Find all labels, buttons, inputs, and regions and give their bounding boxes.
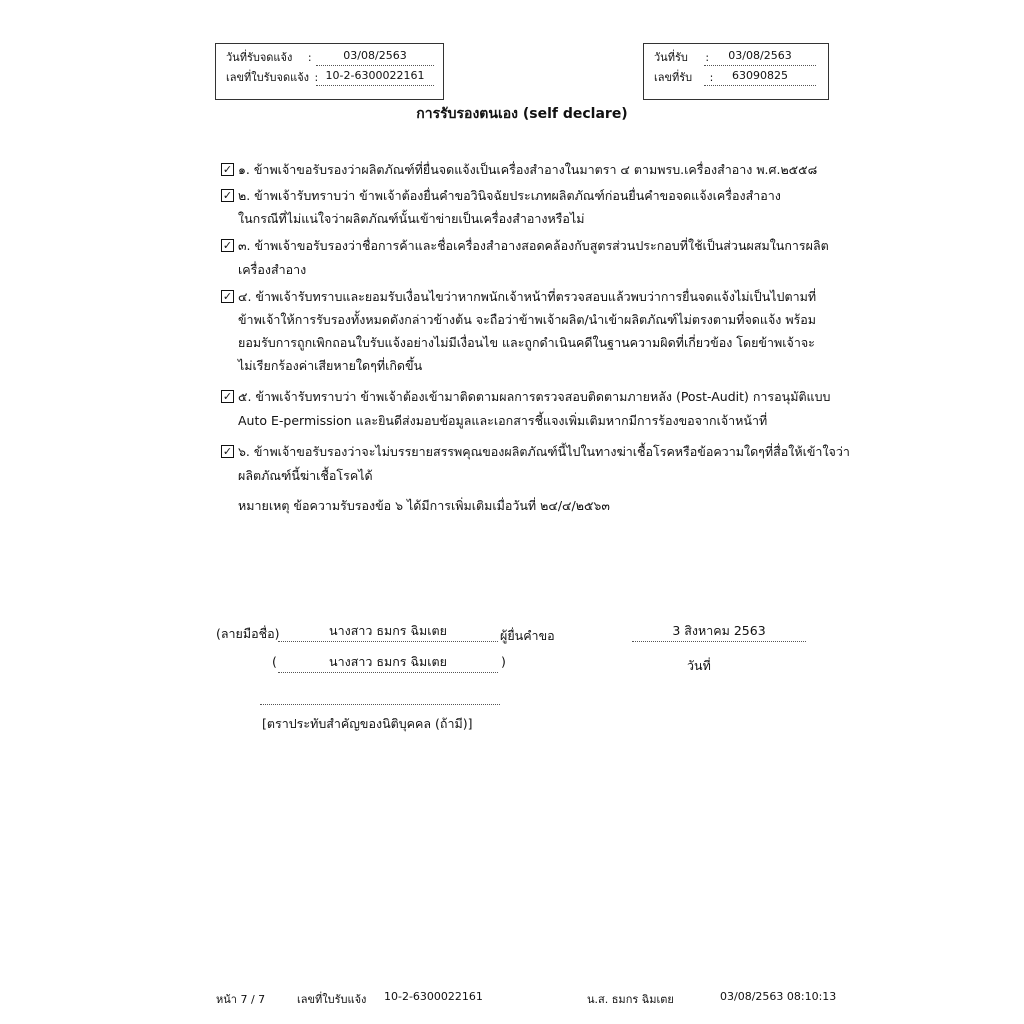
receive-info-box [643, 43, 829, 100]
item-line: ๑. ข้าพเจ้าขอรับรองว่าผลิตภัณฑ์ที่ยื่นจดแจ้งเป็นเครื่องสำอางในมาตรา ๔ ตามพรบ.เครื่องสำอาง พ.ศ.๒๕๕๘ [238, 162, 818, 177]
signature-label: (ลายมือชื่อ) [216, 626, 280, 641]
colon: : [307, 51, 312, 64]
checkbox-checked-icon: ✓ [222, 163, 233, 176]
checkbox-checked-icon: ✓ [222, 390, 233, 403]
checkbox-checked-icon: ✓ [222, 189, 233, 202]
footer-name: น.ส. ธมกร ฉิมเตย [587, 993, 674, 1006]
receive-number-value: 63090825 [704, 67, 816, 86]
printed-name: นางสาว ธมกร ฉิมเตย [278, 652, 498, 673]
item-line: เครื่องสำอาง [238, 262, 307, 277]
receive-date-row [654, 47, 709, 69]
receive-number-label: เลขที่รับ [654, 71, 693, 84]
item-line: ๒. ข้าพเจ้ารับทราบว่า ข้าพเจ้าต้องยื่นคำขอวินิจฉัยประเภทผลิตภัณฑ์ก่อนยื่นคำขอจดแจ้งเครื่องสำอาง [238, 188, 781, 203]
item-line: ในกรณีที่ไม่แน่ใจว่าผลิตภัณฑ์นั้นเข้าข่ายเป็นเครื่องสำอางหรือไม่ [238, 211, 585, 226]
colon: : [314, 71, 319, 84]
checkbox-checked-icon: ✓ [222, 445, 233, 458]
footer-receipt-label: เลขที่ใบรับแจ้ง [297, 993, 367, 1006]
page-title: การรับรองตนเอง (self declare) [416, 106, 628, 122]
notify-number-label: เลขที่ใบรับจดแจ้ง [226, 71, 310, 84]
remark-note: หมายเหตุ ข้อความรับรองข้อ ๖ ได้มีการเพิ่มเติมเมื่อวันที่ ๒๔/๔/๒๕๖๓ [238, 498, 610, 513]
footer-page-number: หน้า 7 / 7 [216, 993, 266, 1006]
item-line: ผลิตภัณฑ์นี้ฆ่าเชื้อโรคได้ [238, 468, 373, 483]
item-line: ๓. ข้าพเจ้าขอรับรองว่าชื่อการค้าและชื่อเครื่องสำอางสอดคล้องกับสูตรส่วนประกอบที่ใช้เป็นส่วนผสมในการผลิต [238, 238, 829, 253]
stamp-line [260, 686, 500, 705]
date-label: วันที่ [687, 658, 711, 673]
footer-receipt-number: 10-2-6300022161 [384, 990, 483, 1003]
applicant-label: ผู้ยื่นคำขอ [500, 628, 555, 643]
receive-date-label: วันที่รับ [654, 51, 688, 64]
notify-date-label: วันที่รับจดแจ้ง [226, 51, 293, 64]
notify-date-row [226, 47, 312, 69]
footer-timestamp: 03/08/2563 08:10:13 [720, 990, 837, 1003]
paren-close: ) [501, 654, 506, 669]
item-line: ๔. ข้าพเจ้ารับทราบและยอมรับเงื่อนไขว่าหากพนักเจ้าหน้าที่ตรวจสอบแล้วพบว่าการยื่นจดแจ้งไม่เป็นไปตามที่ [238, 289, 817, 304]
signature-name: นางสาว ธมกร ฉิมเตย [278, 621, 498, 642]
receive-date-value: 03/08/2563 [704, 47, 816, 66]
checkbox-checked-icon: ✓ [222, 290, 233, 303]
item-line: ๕. ข้าพเจ้ารับทราบว่า ข้าพเจ้าต้องเข้ามาติดตามผลการตรวจสอบติดตามภายหลัง (Post-Audit) การอนุมัติแบบ [238, 389, 831, 404]
checkbox-checked-icon: ✓ [222, 239, 233, 252]
company-stamp-label: [ตราประทับสำคัญของนิติบุคคล (ถ้ามี)] [262, 716, 473, 731]
notify-number-row [226, 67, 318, 89]
colon: : [705, 51, 710, 64]
item-line: ๖. ข้าพเจ้าขอรับรองว่าจะไม่บรรยายสรรพคุณของผลิตภัณฑ์นี้ไปในทางฆ่าเชื้อโรคหรือข้อความใดๆที่สื่อให้เข้าใจว่า [238, 444, 850, 459]
item-line: Auto E-permission และยินดีส่งมอบข้อมูลและเอกสารชี้แจงเพิ่มเติมหากมีการร้องขอจากเจ้าหน้าที่ [238, 413, 768, 428]
notify-date-value: 03/08/2563 [316, 47, 434, 66]
paren-open: ( [272, 654, 277, 669]
signature-date-value: 3 สิงหาคม 2563 [632, 621, 806, 642]
notification-info-box [215, 43, 444, 100]
item-line: ยอมรับการถูกเพิกถอนใบรับแจ้งอย่างไม่มีเงื่อนไข และถูกดำเนินคดีในฐานความผิดที่เกี่ยวข้อง โดยข้าพเจ้าจะ [238, 335, 815, 350]
item-line: ข้าพเจ้าให้การรับรองทั้งหมดดังกล่าวข้างต้น จะถือว่าข้าพเจ้าผลิต/นำเข้าผลิตภัณฑ์ไม่ตรงตามที่จดแจ้ง พร้อม [238, 312, 817, 327]
colon: : [709, 71, 714, 84]
item-line: ไม่เรียกร้องค่าเสียหายใดๆที่เกิดขึ้น [238, 358, 423, 373]
notify-number-value: 10-2-6300022161 [316, 67, 434, 86]
